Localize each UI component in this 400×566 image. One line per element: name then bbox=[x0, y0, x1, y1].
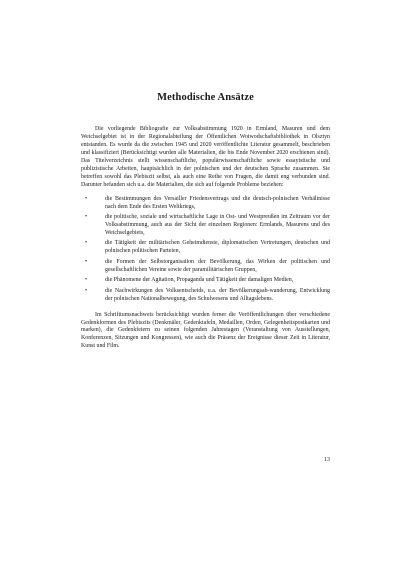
bullet-icon: • bbox=[85, 277, 88, 284]
bullet-icon: • bbox=[85, 240, 88, 247]
list-item bbox=[81, 259, 330, 275]
closing-paragraph: Im Schrifttumsnachweis berücksichtigt wurden ferner die Veröffentlichungen über verschiedene Gedenkformen des Plebiszits (Denkmäler, Gedenktafeln, Medaillen, Orden, Gelegenheitspostkarten und marken), die Gedenkfeiern zu seinen folgenden Jahrestagen (Veranstaltung von Ausstellungen, Konferenzen, Sitzungen und Kongressen), wie auch die Präsenz der Ereignisse dieser Zeit in Literatur, Kunst und Film. bbox=[81, 311, 330, 350]
bullet-icon: • bbox=[85, 258, 88, 265]
list-item-text: die politische, soziale und wirtschaftliche Lage in Ost- und Westpreußen im Zeitraum vor der Volksabstimmung, auch aus der Sicht der einzelnen Regionen: Ermlands, Masurens und des Weichselgebiets, bbox=[105, 214, 330, 236]
page-title: Methodische Ansätze bbox=[157, 92, 254, 103]
list-item bbox=[81, 196, 330, 212]
intro-paragraph: Die vorliegende Bibliografie zur Volksabstimmung 1920 in Ermland, Masuren und dem Weichselgebiet ist in der Regionalabteilung der Öffentlichen Woiwodschaftsbibliothek in Olsztyn entstanden. Es wurde da die zwischen 1945 und 2020 veröffentlichte Literatur gesammelt, beschrieben und klassifiziert (Berücksichtigt wurden alle Materialien, die bis Ende November 2020 erschienen sind). Das Titelverzeichnis stellt wissenschaftliche, populärwissenschaftliche sowie essayistische und publizistische Arbeiten, hauptsächlich in der polnischen und der deutschen Sprache zusammen. Sie betreffen sowohl das Plebiszit selbst, als auch eine Reihe von Fragen, die damit eng verbunden sind. Darunter befanden sich u.a. die Materialien, die sich auf folgende Probleme beziehen: bbox=[81, 126, 330, 188]
list-item-text: die Tätigkeit der militärischen Geheimdienste, diplomatischen Vertretungen, deutschen und polnischen politischen Parteien, bbox=[105, 240, 330, 255]
list-item-text: die Phänomene der Agitation, Propaganda und Tätigkeit der damaligen Medien, bbox=[105, 277, 294, 284]
bullet-list bbox=[81, 196, 330, 304]
bullet-icon: • bbox=[85, 287, 88, 294]
bullet-icon: • bbox=[85, 214, 88, 221]
list-item-text: die Formen der Selbstorganisation der Bevölkerung, das Wirken der politischen und gesellschaftlichen Vereine sowie der paramilitärischen Gruppen, bbox=[105, 258, 330, 273]
list-item bbox=[81, 277, 330, 285]
page-number: 13 bbox=[324, 457, 330, 463]
body-text bbox=[81, 126, 330, 351]
document-page bbox=[81, 0, 330, 566]
list-item-text: die Nachwirkungen des Volksentscheids, u.a. der Bevölkerungsab-wanderung, Entwicklung der polnischen Nationalbewegung, des Schulwesens und Alltagslebens. bbox=[105, 287, 330, 302]
list-item-text: die Bestimmungen des Versailler Friedensvertrags und die deutsch-polnischen Verhältnisse nach dem Ende des Ersten Weltkriegs, bbox=[105, 195, 330, 210]
list-item bbox=[81, 288, 330, 304]
list-item bbox=[81, 214, 330, 238]
list-item bbox=[81, 240, 330, 256]
bullet-icon: • bbox=[85, 195, 88, 202]
